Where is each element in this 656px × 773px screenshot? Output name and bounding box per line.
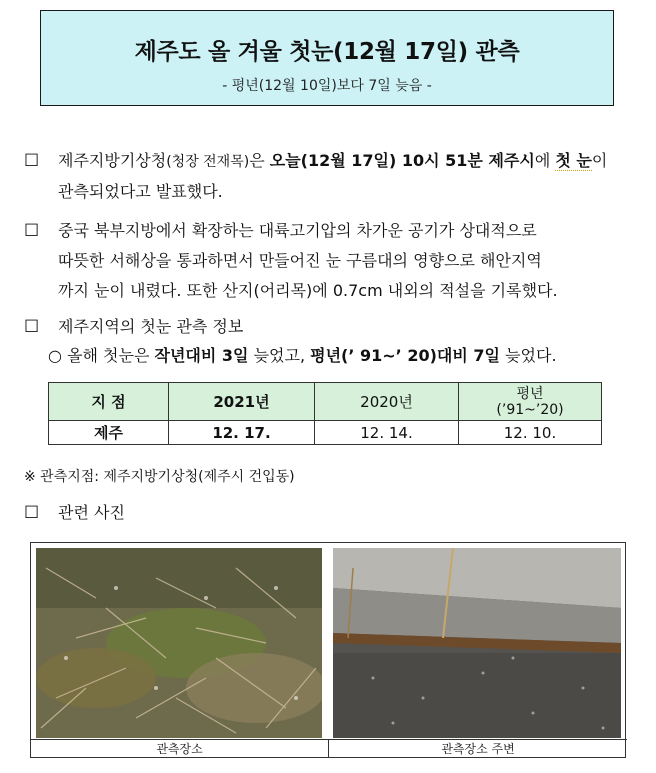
table-header-row — [49, 383, 602, 421]
checkbox-bullet: ☐ — [24, 221, 40, 241]
first-snow-table — [48, 382, 602, 445]
paragraph-cause: ☐ 중국 북부지방에서 확장하는 대륙고기압의 차가운 공기가 상대적으로 따뜻한 서해상을 통과하면서 만들어진 눈 구름대의 영향으로 해안지역 까지 눈이 내렸다. 또한 산지(어리목)에 0.7cm 내외의 적설을 기록했다. — [24, 216, 634, 306]
checkbox-bullet: ☐ — [24, 317, 40, 337]
header-normal: 평년 (’91~’20) — [459, 383, 602, 421]
observation-surroundings-photo — [333, 548, 621, 738]
checkbox-bullet: ☐ — [24, 151, 40, 171]
observation-site-note: ※ 관측지점: 제주지방기상청(제주시 건입동) — [24, 469, 295, 485]
checkbox-bullet: ☐ — [24, 503, 40, 523]
observation-time: 오늘(12월 17일) 10시 51분 제주시 — [269, 151, 535, 170]
header-2020: 2020년 — [315, 383, 459, 421]
photo-caption-site: 관측장소 — [31, 739, 329, 758]
photo-caption-surroundings: 관측장소 주변 — [329, 739, 627, 758]
paragraph-info-heading: ☐ 제주지역의 첫눈 관측 정보 — [24, 312, 634, 342]
photo-frame — [30, 542, 626, 758]
first-snow-keyword: 첫 눈 — [555, 151, 592, 170]
table-row: 제주 12. 17. 12. 14. 12. 10. — [49, 421, 602, 445]
paragraph-photos-heading: ☐ 관련 사진 — [24, 498, 634, 528]
header-station: 지 점 — [49, 383, 169, 421]
page-subtitle: - 평년(12월 10일)보다 7일 늦음 - — [222, 78, 432, 94]
header-2021: 2021년 — [169, 383, 315, 421]
observation-site-photo — [36, 548, 322, 738]
paragraph-first-snow: ☐ 제주지방기상청(청장 전재목)은 오늘(12월 17일) 10시 51분 제주시에 첫 눈이 관측되었다고 발표했다. — [24, 146, 634, 207]
title-box — [40, 10, 614, 106]
agency-name: 제주지방기상청 — [58, 151, 167, 170]
circle-bullet: ○ — [48, 346, 62, 365]
sub-item-comparison: ○ 올해 첫눈은 작년대비 3일 늦었고, 평년(’ 91~’ 20)대비 7일 늦었다. — [48, 346, 557, 365]
page-title: 제주도 올 겨울 첫눈(12월 17일) 관측 — [134, 39, 520, 65]
agency-head: (청장 전재목) — [166, 154, 250, 170]
